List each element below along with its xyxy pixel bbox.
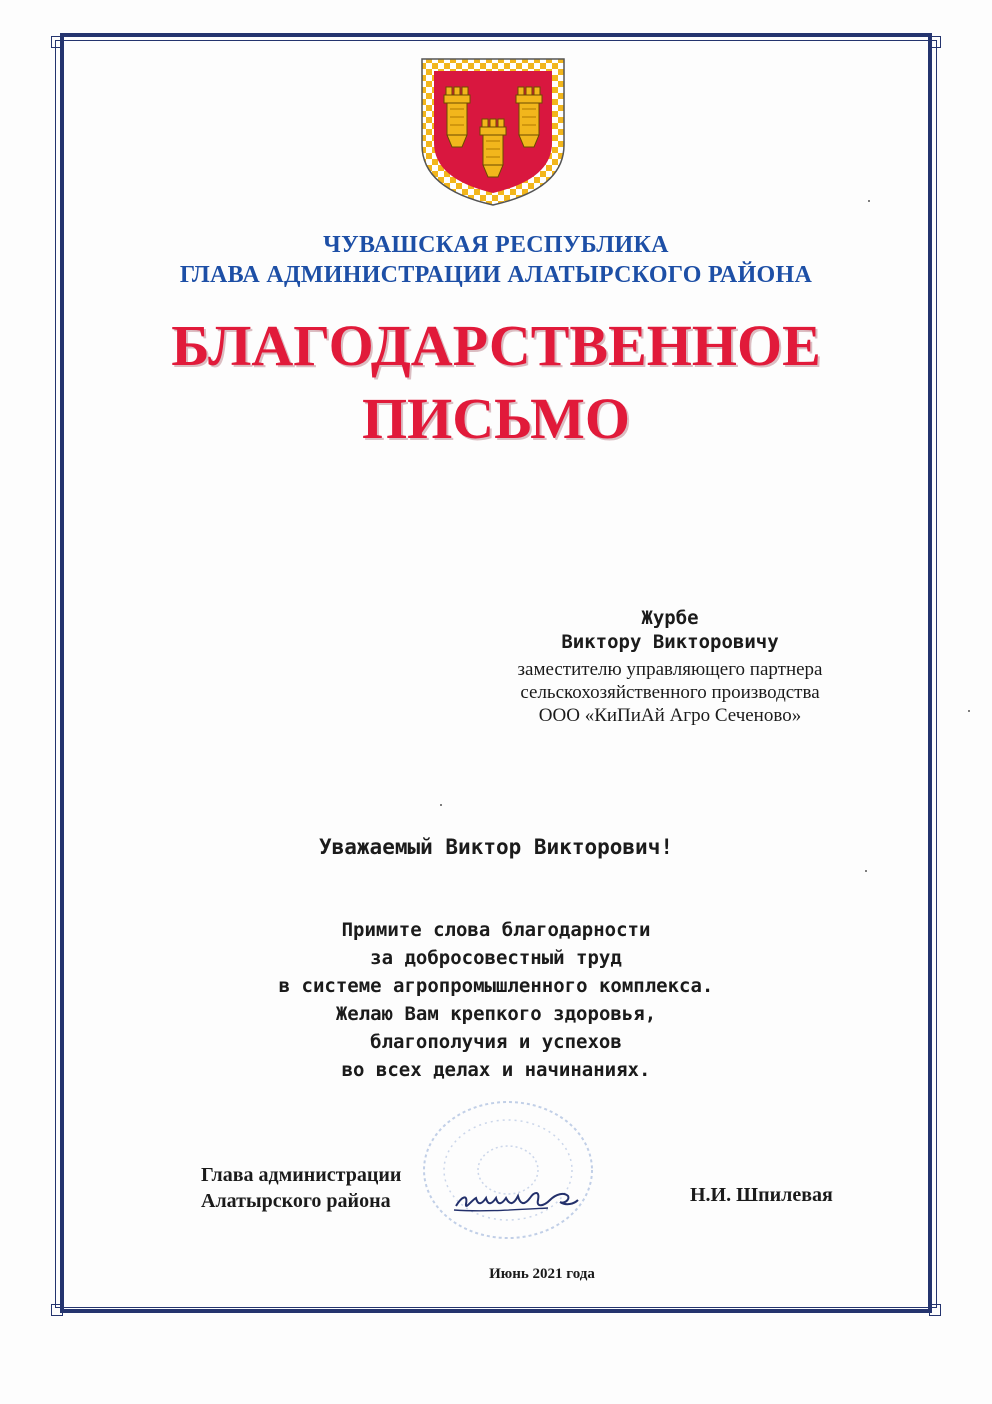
scan-speck — [868, 200, 870, 202]
frame-corner-top-left — [51, 36, 63, 48]
body-line: в системе агропромышленного комплекса. — [278, 975, 714, 997]
frame-corner-top-right — [929, 36, 941, 48]
body-line: Примите слова благодарности — [341, 919, 651, 941]
letter-date: Июнь 2021 года — [489, 1266, 595, 1282]
body-line: благополучия и успехов — [370, 1031, 622, 1053]
scan-speck — [440, 804, 442, 806]
recipient-block — [460, 606, 880, 727]
signatory-title-line: Алатырского района — [201, 1190, 391, 1212]
recipient-surname: Журбе — [641, 607, 699, 629]
recipient-position-line: ООО «КиПиАй Агро Сеченово» — [538, 705, 802, 726]
header-republic: ЧУВАШСКАЯ РЕСПУБЛИКА — [323, 232, 669, 258]
signatory-title — [201, 1162, 401, 1214]
scan-speck — [968, 710, 970, 712]
body-line: Желаю Вам крепкого здоровья, — [335, 1003, 657, 1025]
scan-speck — [865, 870, 867, 872]
coat-of-arms-emblem — [420, 57, 566, 207]
letter-body — [0, 916, 992, 1084]
greeting: Уважаемый Виктор Викторович! — [318, 835, 673, 859]
frame-corner-bottom-left — [51, 1304, 63, 1316]
signatory-name: Н.И. Шпилевая — [690, 1184, 833, 1206]
recipient-position-line: заместителю управляющего партнера — [517, 659, 823, 680]
body-line: за добросовестный труд — [370, 947, 622, 969]
signatory-title-line: Глава администрации — [201, 1164, 402, 1186]
frame-corner-bottom-right — [929, 1304, 941, 1316]
body-line: во всех делах и начинаниях. — [341, 1059, 651, 1081]
recipient-name: Виктору Викторовичу — [561, 631, 779, 653]
official-stamp — [418, 1095, 598, 1245]
header-authority: ГЛАВА АДМИНИСТРАЦИИ АЛАТЫРСКОГО РАЙОНА — [179, 262, 813, 288]
title-line-1: БЛАГОДАРСТВЕННОЕ — [171, 313, 821, 378]
handwritten-signature — [452, 1180, 582, 1220]
title-line-2: ПИСЬМО — [362, 386, 630, 451]
recipient-position-line: сельскохозяйственного производства — [520, 682, 820, 703]
